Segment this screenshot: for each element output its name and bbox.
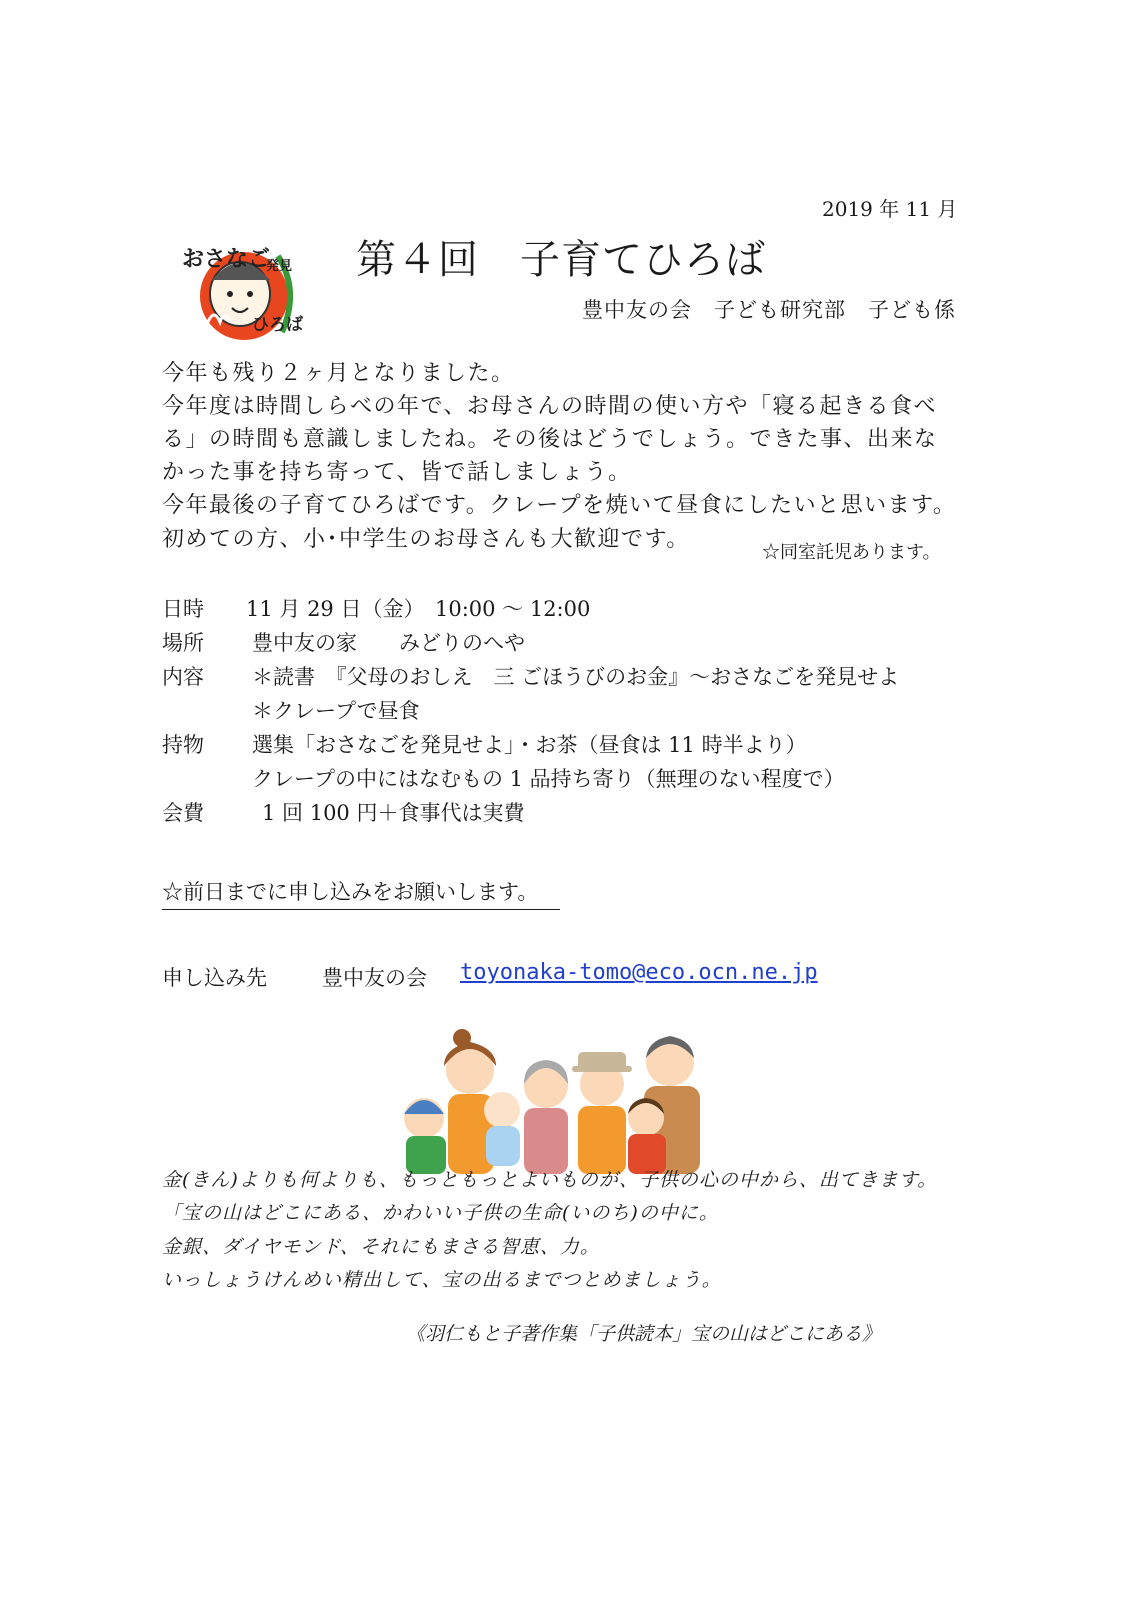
deadline-notice: ☆前日までに申し込みをお願いします。 xyxy=(162,876,560,910)
content-label: 内容 xyxy=(162,665,204,689)
content-value: ＊クレープで昼食 xyxy=(252,699,420,723)
poem-line: いっしょうけんめい精出して、宝の出るまでつとめましょう。 xyxy=(162,1269,722,1291)
organizer: 豊中友の会 子ども研究部 子ども係 xyxy=(582,298,956,322)
items-label: 持物 xyxy=(162,733,204,757)
poem-line: 金銀、ダイヤモンド、それにもまさる智恵、力。 xyxy=(162,1236,600,1258)
items-value: クレープの中にはなむもの 1 品持ち寄り（無理のない程度で） xyxy=(252,767,845,791)
datetime-value: 11 月 29 日（金） 10:00 〜 12:00 xyxy=(246,597,591,621)
place-value: 豊中友の家 みどりのへや xyxy=(252,631,525,655)
content-value: ＊読書 『父母のおしえ 三 ごほうびのお金』〜おさなごを発見せよ xyxy=(252,665,900,689)
poem-source: 《羽仁もと子著作集「子供読本」宝の山はどこにある》 xyxy=(406,1323,882,1345)
intro-line: 今年も残り２ヶ月となりました。 xyxy=(162,361,515,386)
intro-line: る」の時間も意識しましたね。その後はどうでしょう。できた事、出来な xyxy=(162,427,938,452)
intro-line: 今年最後の子育てひろばです。クレープを焼いて昼食にしたいと思います。 xyxy=(162,493,957,518)
place-label: 場所 xyxy=(162,631,204,655)
contact-org: 豊中友の会 xyxy=(322,966,427,990)
fee-label: 会費 xyxy=(162,801,204,825)
fee-value: 1 回 100 円＋食事代は実費 xyxy=(262,801,525,825)
contact-label: 申し込み先 xyxy=(162,966,267,990)
poem-line: 「宝の山はどこにある、かわいい子供の生命(いのち)の中に。 xyxy=(162,1202,719,1224)
intro-line: 初めての方、小･中学生のお母さんも大歓迎です。 xyxy=(162,527,690,552)
intro-line: 今年度は時間しらべの年で、お母さんの時間の使い方や「寝る起きる食べ xyxy=(162,394,938,419)
family-illustration xyxy=(378,1026,728,1176)
contact-email-link[interactable]: toyonaka-tomo@eco.ocn.ne.jp xyxy=(460,960,818,985)
osanago-hiroba-logo xyxy=(178,236,318,344)
childcare-note: ☆同室託児あります。 xyxy=(762,542,941,563)
logo-text-hiroba: ひろば xyxy=(252,315,303,335)
logo-text-osanago: おさなご xyxy=(182,247,271,272)
datetime-label: 日時 xyxy=(162,597,204,621)
logo-text-hakken: 発見 xyxy=(266,259,293,274)
intro-line: かった事を持ち寄って、皆で話しましょう。 xyxy=(162,460,632,485)
page-title: 第４回 子育てひろば xyxy=(356,237,766,283)
poem-line: 金(きん)よりも何よりも、もっともっとよいものが、子供の心の中から、出てきます。 xyxy=(162,1169,938,1191)
items-value: 選集「おさなごを発見せよ」・お茶（昼食は 11 時半より） xyxy=(252,733,807,757)
document-date: 2019 年 11 月 xyxy=(822,197,958,221)
